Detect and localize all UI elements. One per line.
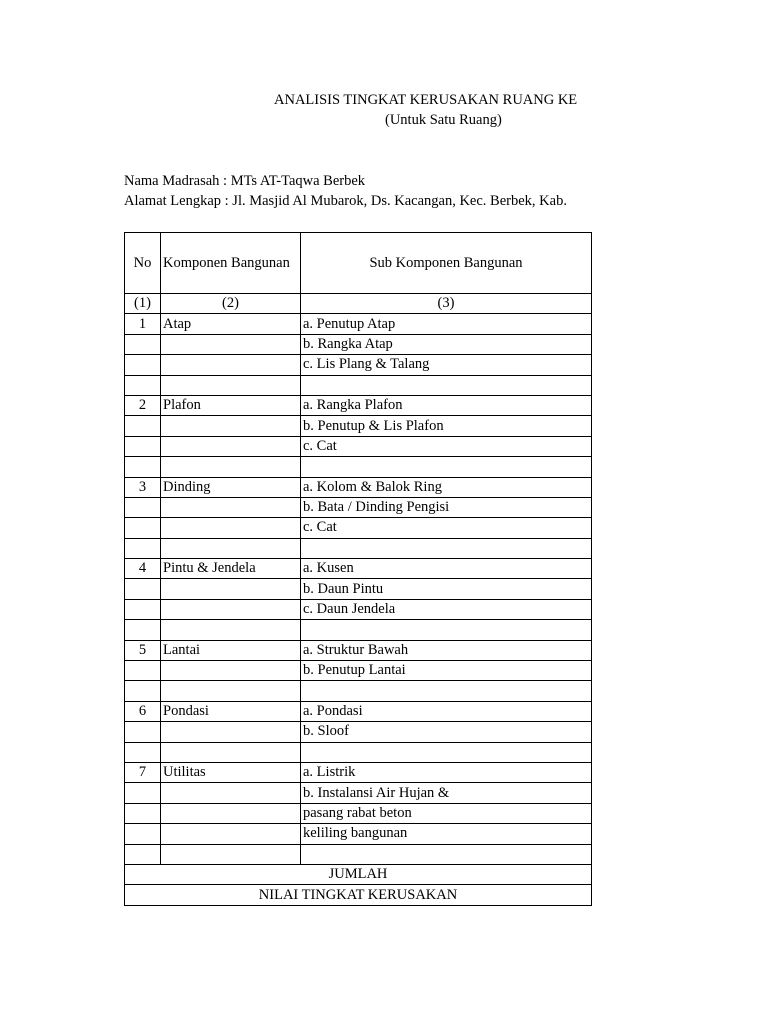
cell-no bbox=[125, 375, 161, 395]
table-row bbox=[125, 416, 592, 436]
cell-komponen bbox=[161, 661, 301, 681]
cell-no bbox=[125, 334, 161, 354]
cell-no: 7 bbox=[125, 762, 161, 782]
table-row bbox=[125, 640, 592, 660]
cell-komponen bbox=[161, 620, 301, 640]
column-number-row bbox=[125, 294, 592, 314]
header-no: No bbox=[125, 233, 161, 294]
table-row bbox=[125, 599, 592, 619]
cell-sub-komponen: c. Cat bbox=[301, 436, 592, 456]
cell-sub-komponen: keliling bangunan bbox=[301, 824, 592, 844]
cell-sub-komponen: b. Daun Pintu bbox=[301, 579, 592, 599]
cell-komponen bbox=[161, 742, 301, 762]
cell-sub-komponen: a. Penutup Atap bbox=[301, 314, 592, 334]
cell-sub-komponen: pasang rabat beton bbox=[301, 803, 592, 823]
table-row bbox=[125, 457, 592, 477]
cell-komponen bbox=[161, 803, 301, 823]
cell-komponen bbox=[161, 375, 301, 395]
cell-no bbox=[125, 742, 161, 762]
cell-sub-komponen bbox=[301, 844, 592, 864]
cell-sub-komponen: b. Bata / Dinding Pengisi bbox=[301, 497, 592, 517]
col-number-2: (2) bbox=[161, 294, 301, 314]
table-row bbox=[125, 661, 592, 681]
cell-no bbox=[125, 599, 161, 619]
table-row bbox=[125, 701, 592, 721]
cell-sub-komponen bbox=[301, 620, 592, 640]
jumlah-row bbox=[125, 864, 592, 884]
cell-sub-komponen: c. Daun Jendela bbox=[301, 599, 592, 619]
page-title: ANALISIS TINGKAT KERUSAKAN RUANG KE bbox=[274, 92, 578, 108]
cell-sub-komponen: b. Sloof bbox=[301, 722, 592, 742]
nama-madrasah: Nama Madrasah : MTs AT-Taqwa Berbek bbox=[124, 173, 366, 189]
cell-komponen bbox=[161, 538, 301, 558]
table-row bbox=[125, 681, 592, 701]
cell-komponen bbox=[161, 355, 301, 375]
cell-komponen bbox=[161, 497, 301, 517]
col-number-1: (1) bbox=[125, 294, 161, 314]
cell-sub-komponen: a. Kusen bbox=[301, 559, 592, 579]
cell-sub-komponen bbox=[301, 457, 592, 477]
cell-komponen bbox=[161, 824, 301, 844]
cell-komponen: Pondasi bbox=[161, 701, 301, 721]
cell-komponen: Atap bbox=[161, 314, 301, 334]
cell-komponen: Dinding bbox=[161, 477, 301, 497]
table-row bbox=[125, 803, 592, 823]
table-row bbox=[125, 314, 592, 334]
cell-sub-komponen: a. Pondasi bbox=[301, 701, 592, 721]
cell-no bbox=[125, 436, 161, 456]
cell-komponen bbox=[161, 844, 301, 864]
table-row bbox=[125, 762, 592, 782]
nilai-tingkat-kerusakan-row-label: NILAI TINGKAT KERUSAKAN bbox=[125, 885, 592, 905]
table-row bbox=[125, 477, 592, 497]
alamat-lengkap: Alamat Lengkap : Jl. Masjid Al Mubarok, Ds. Kacangan, Kec. Berbek, Kab. bbox=[124, 193, 567, 209]
cell-no bbox=[125, 844, 161, 864]
cell-no bbox=[125, 579, 161, 599]
cell-sub-komponen bbox=[301, 538, 592, 558]
cell-no bbox=[125, 824, 161, 844]
cell-komponen bbox=[161, 579, 301, 599]
table-row bbox=[125, 824, 592, 844]
table-row bbox=[125, 375, 592, 395]
table-row bbox=[125, 436, 592, 456]
damage-analysis-table bbox=[124, 232, 592, 906]
page-subtitle: (Untuk Satu Ruang) bbox=[385, 112, 502, 128]
table-row bbox=[125, 497, 592, 517]
table-row bbox=[125, 518, 592, 538]
table-row bbox=[125, 579, 592, 599]
jumlah-row-label: JUMLAH bbox=[125, 864, 592, 884]
cell-komponen: Plafon bbox=[161, 395, 301, 415]
cell-komponen: Pintu & Jendela bbox=[161, 559, 301, 579]
nilai-tingkat-kerusakan-row bbox=[125, 885, 592, 905]
cell-no bbox=[125, 518, 161, 538]
cell-komponen bbox=[161, 518, 301, 538]
cell-sub-komponen: b. Penutup & Lis Plafon bbox=[301, 416, 592, 436]
cell-sub-komponen bbox=[301, 375, 592, 395]
cell-komponen bbox=[161, 416, 301, 436]
cell-komponen: Utilitas bbox=[161, 762, 301, 782]
cell-sub-komponen bbox=[301, 681, 592, 701]
cell-sub-komponen: a. Rangka Plafon bbox=[301, 395, 592, 415]
cell-sub-komponen bbox=[301, 742, 592, 762]
cell-no: 1 bbox=[125, 314, 161, 334]
cell-sub-komponen: a. Kolom & Balok Ring bbox=[301, 477, 592, 497]
cell-no bbox=[125, 620, 161, 640]
cell-komponen bbox=[161, 783, 301, 803]
cell-sub-komponen: b. Instalansi Air Hujan & bbox=[301, 783, 592, 803]
table-row bbox=[125, 722, 592, 742]
table-row bbox=[125, 783, 592, 803]
cell-no bbox=[125, 803, 161, 823]
header-komponen: Komponen Bangunan bbox=[161, 233, 301, 294]
cell-no: 5 bbox=[125, 640, 161, 660]
cell-no: 4 bbox=[125, 559, 161, 579]
table-row bbox=[125, 355, 592, 375]
table-header-row bbox=[125, 233, 592, 294]
cell-sub-komponen: c. Cat bbox=[301, 518, 592, 538]
cell-no: 6 bbox=[125, 701, 161, 721]
cell-no: 3 bbox=[125, 477, 161, 497]
table-row bbox=[125, 620, 592, 640]
cell-sub-komponen: b. Rangka Atap bbox=[301, 334, 592, 354]
cell-sub-komponen: b. Penutup Lantai bbox=[301, 661, 592, 681]
cell-no bbox=[125, 661, 161, 681]
cell-no bbox=[125, 416, 161, 436]
table-row bbox=[125, 334, 592, 354]
cell-no bbox=[125, 538, 161, 558]
cell-no: 2 bbox=[125, 395, 161, 415]
cell-komponen bbox=[161, 599, 301, 619]
cell-no bbox=[125, 722, 161, 742]
cell-no bbox=[125, 681, 161, 701]
table-row bbox=[125, 538, 592, 558]
cell-sub-komponen: a. Listrik bbox=[301, 762, 592, 782]
cell-komponen bbox=[161, 334, 301, 354]
cell-komponen bbox=[161, 722, 301, 742]
col-number-3: (3) bbox=[301, 294, 592, 314]
cell-no bbox=[125, 457, 161, 477]
cell-no bbox=[125, 497, 161, 517]
cell-komponen bbox=[161, 681, 301, 701]
table-row bbox=[125, 559, 592, 579]
cell-komponen bbox=[161, 457, 301, 477]
header-sub-komponen: Sub Komponen Bangunan bbox=[301, 233, 592, 294]
table-row bbox=[125, 395, 592, 415]
cell-no bbox=[125, 783, 161, 803]
cell-komponen: Lantai bbox=[161, 640, 301, 660]
cell-sub-komponen: c. Lis Plang & Talang bbox=[301, 355, 592, 375]
cell-sub-komponen: a. Struktur Bawah bbox=[301, 640, 592, 660]
table-row bbox=[125, 742, 592, 762]
table-row bbox=[125, 844, 592, 864]
cell-no bbox=[125, 355, 161, 375]
cell-komponen bbox=[161, 436, 301, 456]
